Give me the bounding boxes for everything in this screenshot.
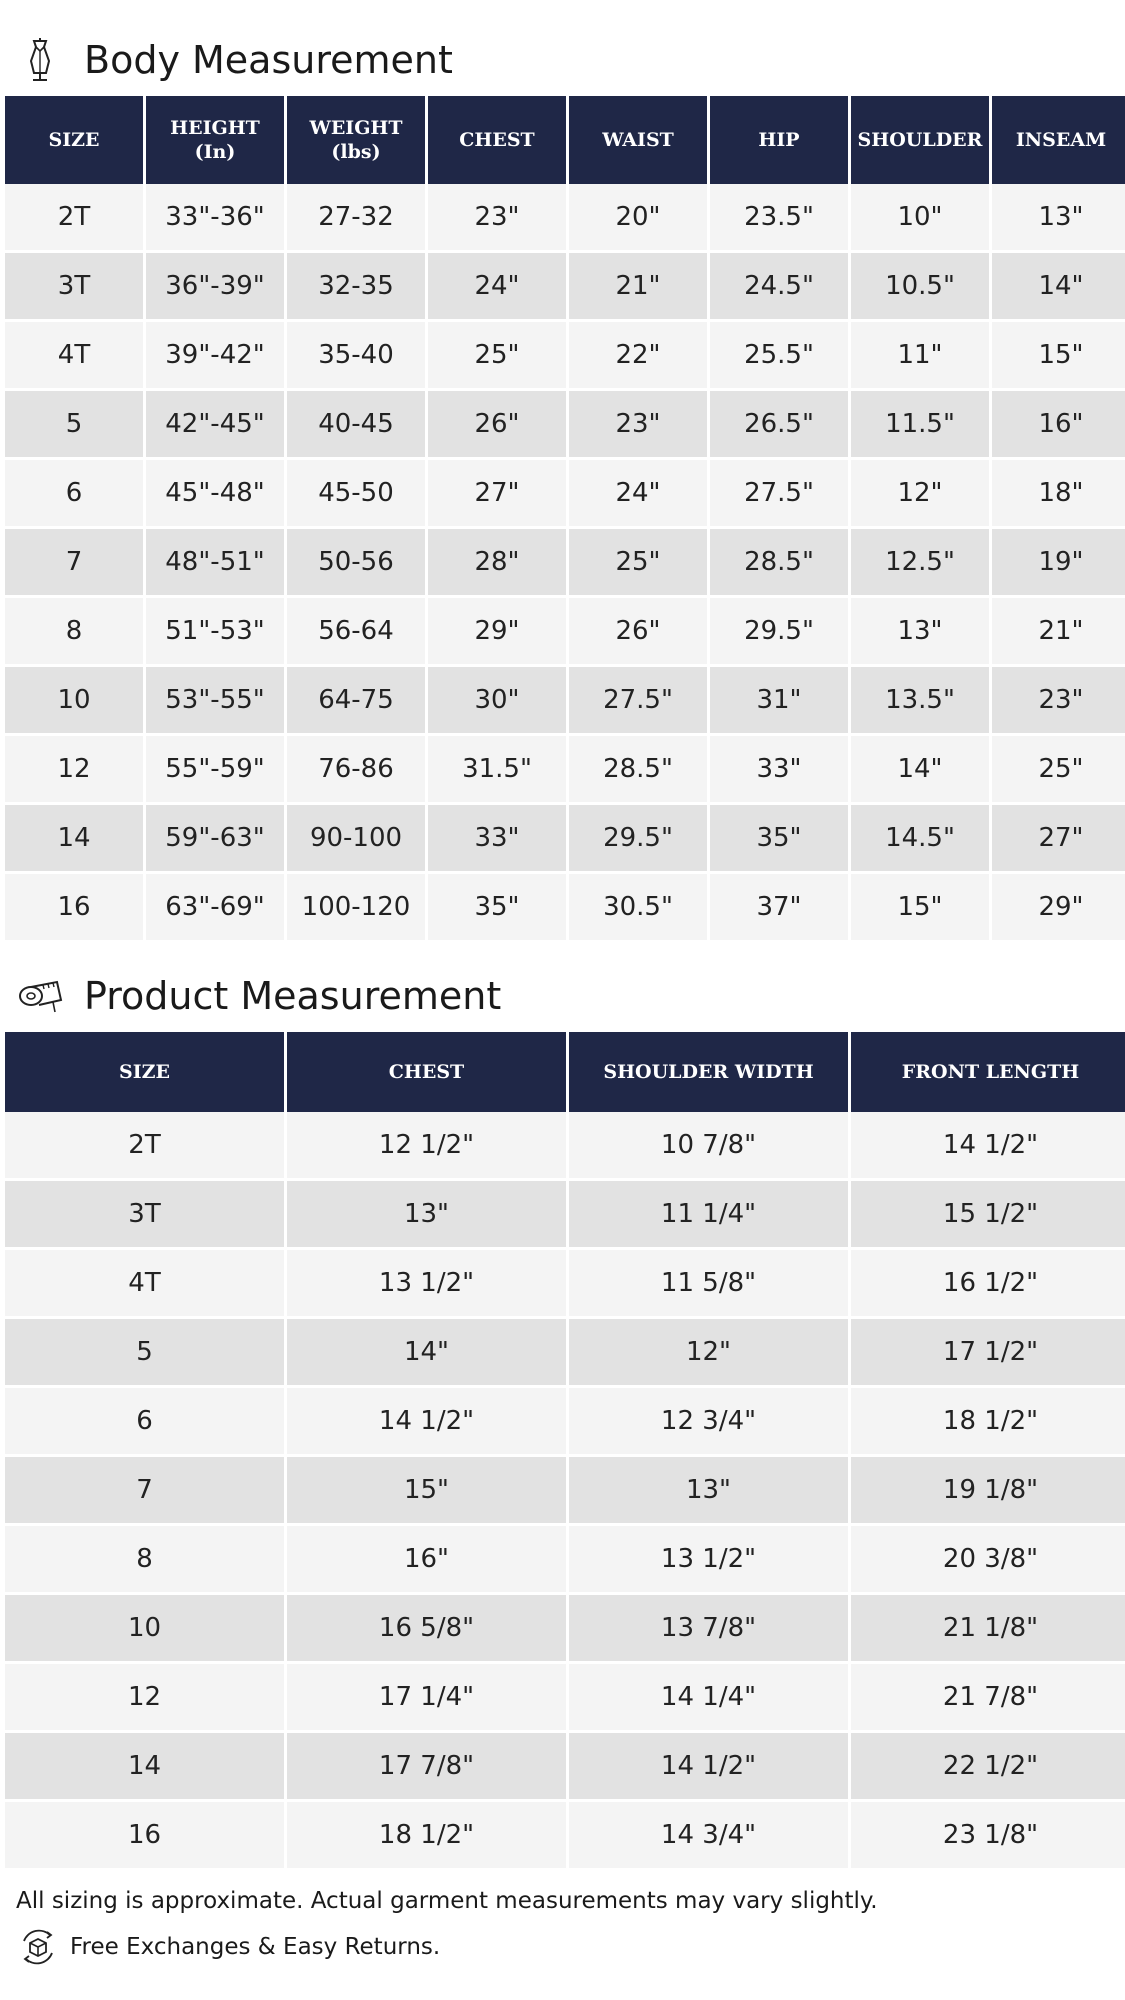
measurement-cell: 23" bbox=[992, 667, 1125, 736]
table-row bbox=[5, 1388, 1125, 1457]
measurement-cell: 45-50 bbox=[287, 460, 425, 529]
size-cell: 5 bbox=[5, 1319, 284, 1388]
measurement-cell: 14" bbox=[992, 253, 1125, 322]
measurement-cell: 35" bbox=[710, 805, 848, 874]
measurement-cell: 51"-53" bbox=[146, 598, 284, 667]
column-header bbox=[287, 96, 425, 184]
size-cell: 4T bbox=[5, 1250, 284, 1319]
measurement-cell: 11 1/4" bbox=[569, 1181, 848, 1250]
column-header-label: FRONT LENGTH bbox=[901, 1061, 1080, 1083]
measurement-cell: 14 1/2" bbox=[851, 1112, 1125, 1181]
size-cell: 2T bbox=[5, 184, 143, 253]
measurement-cell: 27.5" bbox=[710, 460, 848, 529]
size-cell: 6 bbox=[5, 460, 143, 529]
column-header-label: SHOULDER WIDTH bbox=[603, 1061, 814, 1083]
column-header bbox=[710, 96, 848, 184]
measurement-cell: 26" bbox=[569, 598, 707, 667]
size-cell: 8 bbox=[5, 1526, 284, 1595]
table-row bbox=[5, 184, 1125, 253]
measurement-cell: 18" bbox=[992, 460, 1125, 529]
table-row bbox=[5, 529, 1125, 598]
measurement-cell: 40-45 bbox=[287, 391, 425, 460]
size-cell: 16 bbox=[5, 874, 143, 943]
measurement-cell: 30" bbox=[428, 667, 566, 736]
footer-disclaimer: All sizing is approximate. Actual garment measurements may vary slightly. bbox=[16, 1888, 878, 1914]
measurement-cell: 53"-55" bbox=[146, 667, 284, 736]
body-measurement-heading bbox=[0, 34, 453, 86]
measurement-cell: 63"-69" bbox=[146, 874, 284, 943]
measurement-cell: 20 3/8" bbox=[851, 1526, 1125, 1595]
table-row bbox=[5, 667, 1125, 736]
measurement-cell: 27" bbox=[992, 805, 1125, 874]
measurement-cell: 12 3/4" bbox=[569, 1388, 848, 1457]
measurement-cell: 90-100 bbox=[287, 805, 425, 874]
measurement-cell: 15" bbox=[992, 322, 1125, 391]
section-title: Body Measurement bbox=[84, 38, 453, 82]
column-header-label: HEIGHT bbox=[170, 117, 260, 139]
measurement-cell: 35" bbox=[428, 874, 566, 943]
column-header bbox=[146, 96, 284, 184]
table-row bbox=[5, 598, 1125, 667]
measurement-cell: 17 1/2" bbox=[851, 1319, 1125, 1388]
measurement-cell: 24.5" bbox=[710, 253, 848, 322]
measurement-cell: 29" bbox=[992, 874, 1125, 943]
box-exchange-icon bbox=[16, 1925, 60, 1969]
column-header-label: SHOULDER bbox=[857, 129, 983, 151]
column-header-label: WAIST bbox=[602, 129, 674, 151]
size-cell: 6 bbox=[5, 1388, 284, 1457]
measurement-cell: 29.5" bbox=[710, 598, 848, 667]
product-measurement-heading bbox=[0, 970, 501, 1022]
column-header bbox=[569, 96, 707, 184]
size-cell: 16 bbox=[5, 1802, 284, 1871]
measurement-cell: 12" bbox=[851, 460, 989, 529]
measurement-cell: 19" bbox=[992, 529, 1125, 598]
measurement-cell: 27" bbox=[428, 460, 566, 529]
measurement-cell: 56-64 bbox=[287, 598, 425, 667]
size-cell: 10 bbox=[5, 1595, 284, 1664]
measurement-cell: 28.5" bbox=[710, 529, 848, 598]
measurement-cell: 42"-45" bbox=[146, 391, 284, 460]
returns-text: Free Exchanges & Easy Returns. bbox=[70, 1934, 441, 1960]
measurement-cell: 50-56 bbox=[287, 529, 425, 598]
measurement-cell: 14" bbox=[851, 736, 989, 805]
table-row bbox=[5, 736, 1125, 805]
measurement-cell: 13" bbox=[569, 1457, 848, 1526]
table-row bbox=[5, 1526, 1125, 1595]
table-row bbox=[5, 1802, 1125, 1871]
measurement-cell: 39"-42" bbox=[146, 322, 284, 391]
size-cell: 5 bbox=[5, 391, 143, 460]
measurement-cell: 27.5" bbox=[569, 667, 707, 736]
measurement-cell: 11.5" bbox=[851, 391, 989, 460]
measurement-cell: 12.5" bbox=[851, 529, 989, 598]
table-row bbox=[5, 1664, 1125, 1733]
measurement-cell: 13 1/2" bbox=[569, 1526, 848, 1595]
measurement-cell: 14.5" bbox=[851, 805, 989, 874]
measurement-cell: 26.5" bbox=[710, 391, 848, 460]
measurement-cell: 17 7/8" bbox=[287, 1733, 566, 1802]
measurement-cell: 13" bbox=[851, 598, 989, 667]
measurement-cell: 76-86 bbox=[287, 736, 425, 805]
column-header-unit: (lbs) bbox=[331, 141, 381, 163]
size-cell: 7 bbox=[5, 1457, 284, 1526]
table-row bbox=[5, 322, 1125, 391]
column-header bbox=[851, 1032, 1125, 1112]
measurement-cell: 28.5" bbox=[569, 736, 707, 805]
table-row bbox=[5, 460, 1125, 529]
measurement-cell: 12 1/2" bbox=[287, 1112, 566, 1181]
column-header-label: INSEAM bbox=[1015, 129, 1107, 151]
measurement-cell: 15" bbox=[287, 1457, 566, 1526]
measurement-cell: 25.5" bbox=[710, 322, 848, 391]
table-row bbox=[5, 1733, 1125, 1802]
measurement-cell: 20" bbox=[569, 184, 707, 253]
measurement-cell: 33" bbox=[428, 805, 566, 874]
measurement-cell: 33"-36" bbox=[146, 184, 284, 253]
product-measurement-table bbox=[2, 1032, 1125, 1871]
measurement-cell: 16" bbox=[287, 1526, 566, 1595]
measurement-cell: 21" bbox=[569, 253, 707, 322]
measurement-cell: 27-32 bbox=[287, 184, 425, 253]
measurement-cell: 15 1/2" bbox=[851, 1181, 1125, 1250]
measurement-cell: 19 1/8" bbox=[851, 1457, 1125, 1526]
table-row bbox=[5, 805, 1125, 874]
measurement-cell: 22 1/2" bbox=[851, 1733, 1125, 1802]
measurement-cell: 18 1/2" bbox=[851, 1388, 1125, 1457]
column-header bbox=[428, 96, 566, 184]
measurement-cell: 14" bbox=[287, 1319, 566, 1388]
measurement-cell: 24" bbox=[428, 253, 566, 322]
measurement-cell: 24" bbox=[569, 460, 707, 529]
measurement-cell: 16 5/8" bbox=[287, 1595, 566, 1664]
size-cell: 10 bbox=[5, 667, 143, 736]
size-cell: 2T bbox=[5, 1112, 284, 1181]
measurement-cell: 31" bbox=[710, 667, 848, 736]
measurement-cell: 13.5" bbox=[851, 667, 989, 736]
measurement-cell: 15" bbox=[851, 874, 989, 943]
measurement-cell: 12" bbox=[569, 1319, 848, 1388]
measurement-cell: 100-120 bbox=[287, 874, 425, 943]
measurement-cell: 25" bbox=[428, 322, 566, 391]
measurement-cell: 16 1/2" bbox=[851, 1250, 1125, 1319]
column-header bbox=[5, 1032, 284, 1112]
measurement-cell: 29" bbox=[428, 598, 566, 667]
size-cell: 12 bbox=[5, 1664, 284, 1733]
measurement-cell: 36"-39" bbox=[146, 253, 284, 322]
measurement-cell: 21 7/8" bbox=[851, 1664, 1125, 1733]
table-row bbox=[5, 1595, 1125, 1664]
dress-form-icon bbox=[14, 34, 66, 86]
column-header bbox=[287, 1032, 566, 1112]
measurement-cell: 23 1/8" bbox=[851, 1802, 1125, 1871]
measurement-cell: 17 1/4" bbox=[287, 1664, 566, 1733]
size-cell: 14 bbox=[5, 805, 143, 874]
measurement-cell: 26" bbox=[428, 391, 566, 460]
measurement-cell: 28" bbox=[428, 529, 566, 598]
measurement-cell: 11" bbox=[851, 322, 989, 391]
measurement-cell: 10" bbox=[851, 184, 989, 253]
measurement-cell: 25" bbox=[992, 736, 1125, 805]
column-header bbox=[992, 96, 1125, 184]
measurement-cell: 25" bbox=[569, 529, 707, 598]
measuring-tape-icon bbox=[14, 970, 66, 1022]
measurement-cell: 33" bbox=[710, 736, 848, 805]
column-header-label: SIZE bbox=[48, 129, 100, 151]
measurement-cell: 23.5" bbox=[710, 184, 848, 253]
measurement-cell: 14 3/4" bbox=[569, 1802, 848, 1871]
size-cell: 7 bbox=[5, 529, 143, 598]
table-row bbox=[5, 391, 1125, 460]
column-header bbox=[569, 1032, 848, 1112]
measurement-cell: 32-35 bbox=[287, 253, 425, 322]
measurement-cell: 13 7/8" bbox=[569, 1595, 848, 1664]
measurement-cell: 48"-51" bbox=[146, 529, 284, 598]
column-header-label: SIZE bbox=[119, 1061, 170, 1083]
table-row bbox=[5, 1457, 1125, 1526]
measurement-cell: 21" bbox=[992, 598, 1125, 667]
measurement-cell: 21 1/8" bbox=[851, 1595, 1125, 1664]
table-row bbox=[5, 1112, 1125, 1181]
column-header bbox=[851, 96, 989, 184]
column-header bbox=[5, 96, 143, 184]
table-row bbox=[5, 874, 1125, 943]
size-cell: 8 bbox=[5, 598, 143, 667]
size-cell: 3T bbox=[5, 1181, 284, 1250]
measurement-cell: 16" bbox=[992, 391, 1125, 460]
measurement-cell: 55"-59" bbox=[146, 736, 284, 805]
measurement-cell: 30.5" bbox=[569, 874, 707, 943]
table-row bbox=[5, 253, 1125, 322]
measurement-cell: 59"-63" bbox=[146, 805, 284, 874]
measurement-cell: 29.5" bbox=[569, 805, 707, 874]
measurement-cell: 37" bbox=[710, 874, 848, 943]
footer-returns bbox=[16, 1925, 440, 1969]
table-row bbox=[5, 1250, 1125, 1319]
table-header-row bbox=[5, 1032, 1125, 1112]
measurement-cell: 10 7/8" bbox=[569, 1112, 848, 1181]
measurement-cell: 11 5/8" bbox=[569, 1250, 848, 1319]
size-cell: 12 bbox=[5, 736, 143, 805]
table-row bbox=[5, 1319, 1125, 1388]
body-measurement-table bbox=[2, 96, 1125, 943]
section-title: Product Measurement bbox=[84, 974, 502, 1018]
measurement-cell: 23" bbox=[569, 391, 707, 460]
size-cell: 3T bbox=[5, 253, 143, 322]
column-header-label: CHEST bbox=[388, 1061, 465, 1083]
measurement-cell: 45"-48" bbox=[146, 460, 284, 529]
measurement-cell: 14 1/2" bbox=[287, 1388, 566, 1457]
measurement-cell: 10.5" bbox=[851, 253, 989, 322]
table-row bbox=[5, 1181, 1125, 1250]
measurement-cell: 35-40 bbox=[287, 322, 425, 391]
size-cell: 4T bbox=[5, 322, 143, 391]
measurement-cell: 13 1/2" bbox=[287, 1250, 566, 1319]
size-cell: 14 bbox=[5, 1733, 284, 1802]
measurement-cell: 31.5" bbox=[428, 736, 566, 805]
measurement-cell: 14 1/4" bbox=[569, 1664, 848, 1733]
measurement-cell: 14 1/2" bbox=[569, 1733, 848, 1802]
column-header-label: HIP bbox=[758, 129, 800, 151]
measurement-cell: 64-75 bbox=[287, 667, 425, 736]
measurement-cell: 18 1/2" bbox=[287, 1802, 566, 1871]
column-header-unit: (In) bbox=[194, 141, 236, 163]
measurement-cell: 13" bbox=[992, 184, 1125, 253]
table-header-row bbox=[5, 96, 1125, 184]
measurement-cell: 23" bbox=[428, 184, 566, 253]
measurement-cell: 22" bbox=[569, 322, 707, 391]
column-header-label: CHEST bbox=[459, 129, 535, 151]
column-header-label: WEIGHT bbox=[309, 117, 403, 139]
measurement-cell: 13" bbox=[287, 1181, 566, 1250]
